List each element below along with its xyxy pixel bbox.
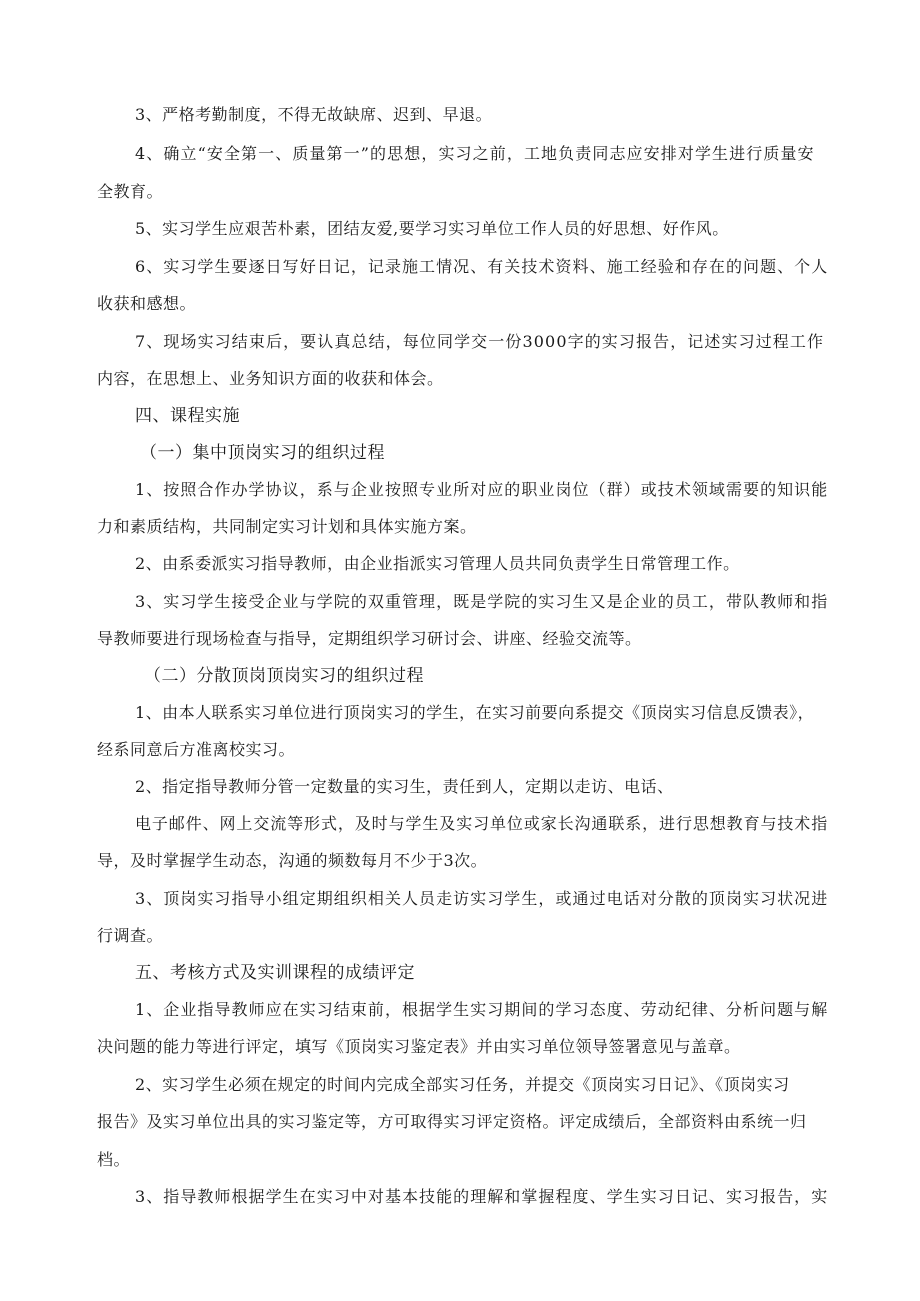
paragraph-text-line: 3、严格考勤制度，不得无故缺席、迟到、早退。 bbox=[135, 105, 493, 124]
paragraph-text-line: 1、由本人联系实习单位进行顶岗实习的学生，在实习前要向系提交《顶岗实习信息反馈表》， bbox=[135, 703, 815, 722]
paragraph-text-line: 3、实习学生接受企业与学院的双重管理，既是学院的实习生又是企业的员工，带队教师和指 bbox=[135, 592, 829, 611]
paragraph-text-line: 1、企业指导教师应在实习结束前，根据学生实习期间的学习态度、劳动纪律、分析问题与解 bbox=[135, 1000, 829, 1019]
paragraph-text-line: 档。 bbox=[97, 1150, 131, 1169]
paragraph-text-line: 行调查。 bbox=[97, 926, 164, 945]
section-heading: 四、课程实施 bbox=[135, 406, 240, 426]
subsection-heading: （二）分散顶岗顶岗实习的组织过程 bbox=[144, 666, 424, 686]
paragraph-text-line: 3、指导教师根据学生在实习中对基本技能的理解和掌握程度、学生实习日记、实习报告，实 bbox=[135, 1187, 829, 1206]
paragraph-text-line: 3、顶岗实习指导小组定期组织相关人员走访实习学生，或通过电话对分散的顶岗实习状况进 bbox=[135, 889, 829, 908]
section-heading: 五、考核方式及实训课程的成绩评定 bbox=[135, 963, 415, 983]
paragraph-text-line: 5、实习学生应艰苦朴素，团结友爱,要学习实习单位工作人员的好思想、好作风。 bbox=[135, 219, 729, 238]
paragraph-text-line: 经系同意后方准离校实习。 bbox=[97, 740, 296, 759]
paragraph-text-line: 2、实习学生必须在规定的时间内完成全部实习任务，并提交《顶岗实习日记》、《顶岗实习 bbox=[135, 1075, 790, 1094]
paragraph-text-line: 1、按照合作办学协议，系与企业按照专业所对应的职业岗位（群）或技术领域需要的知识能 bbox=[135, 480, 829, 499]
paragraph-text-line: 4、确立“安全第一、质量第一”的思想，实习之前，工地负责同志应安排对学生进行质量安 bbox=[135, 144, 815, 163]
paragraph-text-line: 导，及时掌握学生动态，沟通的频数每月不少于3次。 bbox=[97, 851, 488, 870]
paragraph-text-line: 全教育。 bbox=[97, 182, 164, 201]
paragraph-text-line: 6、实习学生要逐日写好日记，记录施工情况、有关技术资料、施工经验和存在的问题、个人 bbox=[135, 257, 829, 276]
paragraph-text-line: 收获和感想。 bbox=[97, 294, 197, 313]
paragraph-text-line: 2、由系委派实习指导教师，由企业指派实习管理人员共同负责学生日常管理工作。 bbox=[135, 554, 740, 573]
paragraph-text-line: 电子邮件、网上交流等形式，及时与学生及实习单位或家长沟通联系，进行思想教育与技术指 bbox=[135, 814, 829, 833]
paragraph-text-line: 导教师要进行现场检查与指导，定期组织学习研讨会、讲座、经验交流等。 bbox=[97, 629, 642, 648]
paragraph-text-line: 决问题的能力等进行评定，填写《顶岗实习鉴定表》并由实习单位领导签署意见与盖章。 bbox=[97, 1037, 741, 1056]
subsection-heading: （一）集中顶岗实习的组织过程 bbox=[140, 443, 385, 463]
paragraph-text-line: 报告》及实习单位出具的实习鉴定等，方可取得实习评定资格。评定成绩后，全部资料由系统一归 bbox=[97, 1112, 807, 1131]
paragraph-text-line: 2、指定指导教师分管一定数量的实习生，责任到人，定期以走访、电话、 bbox=[135, 777, 674, 796]
paragraph-text-line: 力和素质结构，共同制定实习计划和具体实施方案。 bbox=[97, 517, 477, 536]
paragraph-text-line: 7、现场实习结束后，要认真总结，每位同学交一份3000字的实习报告，记述实习过程工作 bbox=[135, 332, 825, 351]
paragraph-text-line: 内容，在思想上、业务知识方面的收获和体会。 bbox=[97, 369, 444, 388]
